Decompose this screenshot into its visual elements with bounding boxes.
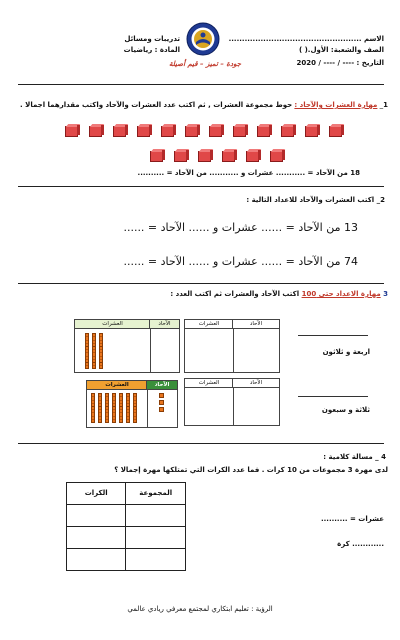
unit-cube (209, 126, 222, 137)
place-value-chart-2 (86, 380, 178, 428)
tens-rod (133, 393, 137, 423)
tens-header: العشرات (198, 380, 220, 386)
tens-rod (91, 393, 95, 423)
q2-line-2: 74 من الآحاد = ...... عشرات و ...... الآحاد = ...... (123, 255, 358, 268)
q3-number: 3 (383, 290, 388, 298)
unit-cube (161, 126, 174, 137)
unit-cube (222, 151, 235, 162)
date-field: التاريخ : ---- / ---- / 2020 (296, 59, 384, 67)
table-cell[interactable] (126, 527, 186, 549)
cubes-row-2 (150, 149, 300, 163)
q1-answer-line: 18 من الآحاد = ........... عشرات و ........... من الآحاد = .......... (137, 169, 360, 177)
class-field: الصف والشعبة: الأول.( ) (298, 46, 384, 54)
vision-footer: الرؤية : تعليم ابتكاري لمجتمع معرفي ريادي عالمي (127, 605, 273, 613)
unit-block (159, 407, 164, 412)
section-divider (18, 443, 384, 444)
tens-rod (98, 393, 102, 423)
ones-header: الآحاد (249, 380, 263, 386)
unit-cube (65, 126, 78, 137)
q3-heading (160, 290, 388, 299)
tens-rod (119, 393, 123, 423)
school-logo-icon (186, 22, 220, 56)
section-divider (18, 186, 384, 187)
q2-heading: 2_ اكتب العشرات والآحاد للاعداد التالية : (246, 196, 385, 204)
unit-cube (137, 126, 150, 137)
table-cell[interactable] (126, 505, 186, 527)
tens-rods (91, 393, 145, 425)
cubes-row-1 (65, 124, 365, 138)
answer-table (66, 482, 186, 571)
balls-column-header: الكرات (84, 489, 108, 497)
q4-number: 4 (381, 453, 386, 461)
unit-cube (233, 126, 246, 137)
tens-rod (85, 333, 89, 369)
ones-header: الآحاد (249, 321, 263, 327)
subject-label: المادة : رياضيات (123, 46, 180, 54)
unit-cube (305, 126, 318, 137)
unit-block (159, 400, 164, 405)
q3-skill: مهارة الاعداد حتى 100 (301, 290, 381, 298)
answer-line (298, 396, 368, 397)
table-cell[interactable] (67, 527, 126, 549)
unit-cube (198, 151, 211, 162)
tens-answer: عشرات = .......... (320, 515, 384, 523)
unit-cube (257, 126, 270, 137)
tens-rod (105, 393, 109, 423)
tens-header: العشرات (198, 321, 220, 327)
unit-cube (150, 151, 163, 162)
tens-header: العشرات (102, 321, 123, 327)
worksheet-title: تدريبات ومسائل (124, 35, 180, 43)
table-cell[interactable] (126, 549, 186, 571)
unit-cube (246, 151, 259, 162)
unit-cube (270, 151, 283, 162)
word-problem: لدى مهرة 3 مجموعات من 10 كرات . فما عدد الكرات التي تمتلكها مهرة إجمالا ؟ (114, 466, 388, 474)
section-divider (18, 283, 384, 284)
section-divider (18, 84, 384, 85)
place-value-chart-1 (74, 319, 180, 373)
tens-rod (92, 333, 96, 369)
q2-instruction: اكتب العشرات والآحاد للاعداد التالية : (246, 196, 375, 204)
group-column-header: المجموعة (139, 489, 173, 497)
q1-skill: مهارة العشرات والآحاد : (294, 101, 378, 109)
student-name-field: الاسم .................................................. (228, 35, 384, 43)
q3-instruction: اكتب الآحاد والعشرات ثم اكتب العدد : (170, 290, 300, 298)
tens-rods (85, 333, 145, 371)
answer-line (298, 335, 368, 336)
q1-instruction: حوط مجموعة العشرات , ثم اكتب عدد العشرات والآحاد واكتب مقدارهما اجمالا . (20, 101, 293, 109)
unit-cube (329, 126, 342, 137)
q4-heading: 4 _ مسالة كلامية : (323, 453, 386, 461)
ones-units (153, 393, 173, 425)
q2-number: 2 (380, 196, 385, 204)
table-cell[interactable] (67, 505, 126, 527)
ones-header: الآحاد (154, 382, 170, 388)
balls-answer: ............ كرة (337, 540, 384, 548)
answer-chart-1 (184, 319, 280, 373)
unit-cube (185, 126, 198, 137)
tens-rod (99, 333, 103, 369)
ones-header: الآحاد (158, 321, 171, 327)
q2-line-1: 13 من الآحاد = ...... عشرات و ...... الآحاد = ...... (123, 221, 358, 234)
q4-title: مسالة كلامية : (323, 453, 373, 461)
unit-cube (281, 126, 294, 137)
tens-rod (126, 393, 130, 423)
unit-cube (113, 126, 126, 137)
school-slogan: جودة – تميز – قيم أصيلة (168, 60, 242, 68)
tens-header: العشرات (105, 382, 129, 388)
number-words-2: ثلاثة و سبعون (321, 406, 370, 414)
q1-number: 1 (383, 101, 388, 109)
tens-rod (112, 393, 116, 423)
answer-chart-2 (184, 378, 280, 426)
unit-cube (174, 151, 187, 162)
table-cell[interactable] (67, 549, 126, 571)
q1-heading: 1_ مهارة العشرات والآحاد : حوط مجموعة العشرات , ثم اكتب عدد العشرات والآحاد واكتب مقدارهما اجمالا . (20, 101, 388, 109)
unit-cube (89, 126, 102, 137)
number-words-1: اربعة و ثلاثون (322, 348, 370, 356)
unit-block (159, 393, 164, 398)
